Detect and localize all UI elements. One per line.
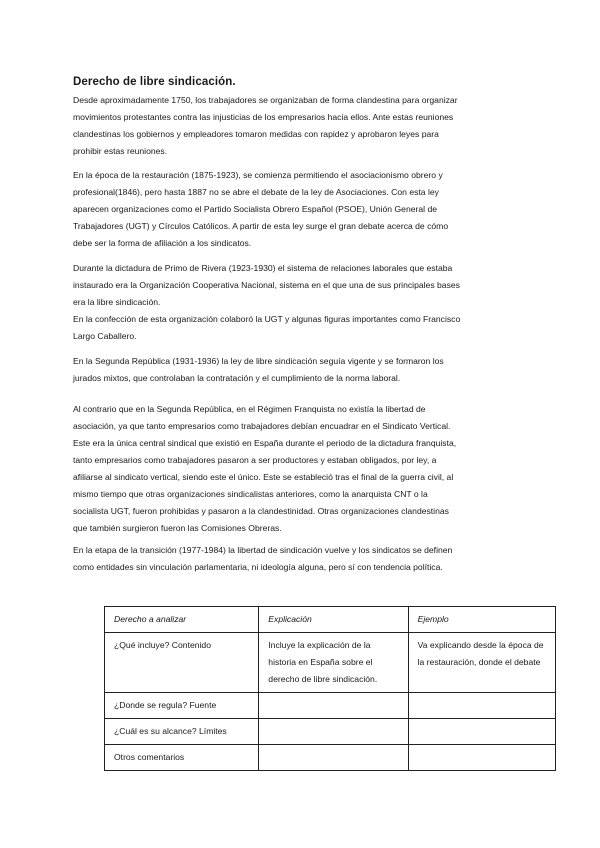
table-header-row: [105, 607, 556, 633]
table-cell: ¿Qué incluye? Contenido: [105, 633, 259, 693]
table-row: [105, 693, 556, 719]
paragraph-restauracion: En la época de la restauración (1875-1923), se comienza permitiendo el asociacionismo obrero y profesional(1846), pero hasta 1887 no se abre el debate de la ley de Asociaciones. Con esta ley aparecen organizaciones como el Partido Socialista Obrero Español (PSOE), Unión General de Trabajadores (UGT) y Círculos Católicos. A partir de esta ley surge el gran debate acerca de cómo debe ser la forma de afiliación a los sindicatos.: [73, 170, 449, 248]
table-cell: [408, 693, 555, 719]
header-derecho: Derecho a analizar: [105, 607, 259, 633]
paragraph-segunda-republica: En la Segunda República (1931-1936) la ley de libre sindicación seguía vigente y se formaron los jurados mixtos, que controlaban la contratación y el cumplimiento de la norma laboral.: [73, 356, 444, 383]
table-row: [105, 745, 556, 771]
paragraph-intro: Desde aproximadamente 1750, los trabajadores se organizaban de forma clandestina para organizar movimientos protestantes contra las injusticias de los empresarios hacia ellos. Ante estas reuniones clandestinas los gobiernos y empleadores tomaron medidas con rapidez y aprobaron leyes para prohibir estas reuniones.: [73, 95, 458, 156]
paragraph-transicion: En la etapa de la transición (1977-1984) la libertad de sindicación vuelve y los sindicatos se definen como entidades sin vinculación parlamentaria, ni ideología alguna, pero sí con tendencia política.: [73, 545, 453, 572]
analysis-table: [104, 606, 556, 771]
paragraph-primo-de-rivera: Durante la dictadura de Primo de Rivera (1923-1930) el sistema de relaciones laborales que estaba instaurado era la Organización Cooperativa Nacional, sistema en el que una de sus principales bases era la libre sindicación. En la confección de esta organización colaboró la UGT y algunas figuras importantes como Francisco Largo Caballero.: [73, 263, 461, 341]
table-row: [105, 719, 556, 745]
table-cell: ¿Cuál es su alcance? Límites: [105, 719, 259, 745]
table-cell: Otros comentarios: [105, 745, 259, 771]
paragraph-franquismo: Al contrario que en la Segunda República, en el Régimen Franquista no existía la libertad de asociación, ya que tanto empresarios como trabajadores debían encuadrar en el Sindicato Vertical. Este era la única central sindical que existió en España durante el periodo de la dictadura franquista, tanto empresarios como trabajadores pasaron a ser productores y estaban obligados, por ley, a afiliarse al sindicato vertical, siendo este el único. Este se estableció tras el final de la guerra civil, al mismo tiempo que otras organizaciones sindicalistas anteriores, como la anarquista CNT o la socialista UGT, fueron prohibidas y pasaron a la clandestinidad. Otras organizaciones clandestinas que también surgieron fueron las Comisiones Obreras.: [73, 404, 457, 533]
table-cell: [259, 719, 408, 745]
table-cell: [408, 745, 555, 771]
table-cell: [259, 693, 408, 719]
table-cell: Va explicando desde la época de la restauración, donde el debate: [408, 633, 555, 693]
table-cell: [408, 719, 555, 745]
table-cell: [259, 745, 408, 771]
document-title: Derecho de libre sindicación.: [73, 76, 236, 88]
header-explicacion: Explicación: [259, 607, 408, 633]
table-cell: Incluye la explicación de la historia en España sobre el derecho de libre sindicación.: [259, 633, 408, 693]
table-row: [105, 633, 556, 693]
header-ejemplo: Ejemplo: [408, 607, 555, 633]
table-cell: ¿Donde se regula? Fuente: [105, 693, 259, 719]
